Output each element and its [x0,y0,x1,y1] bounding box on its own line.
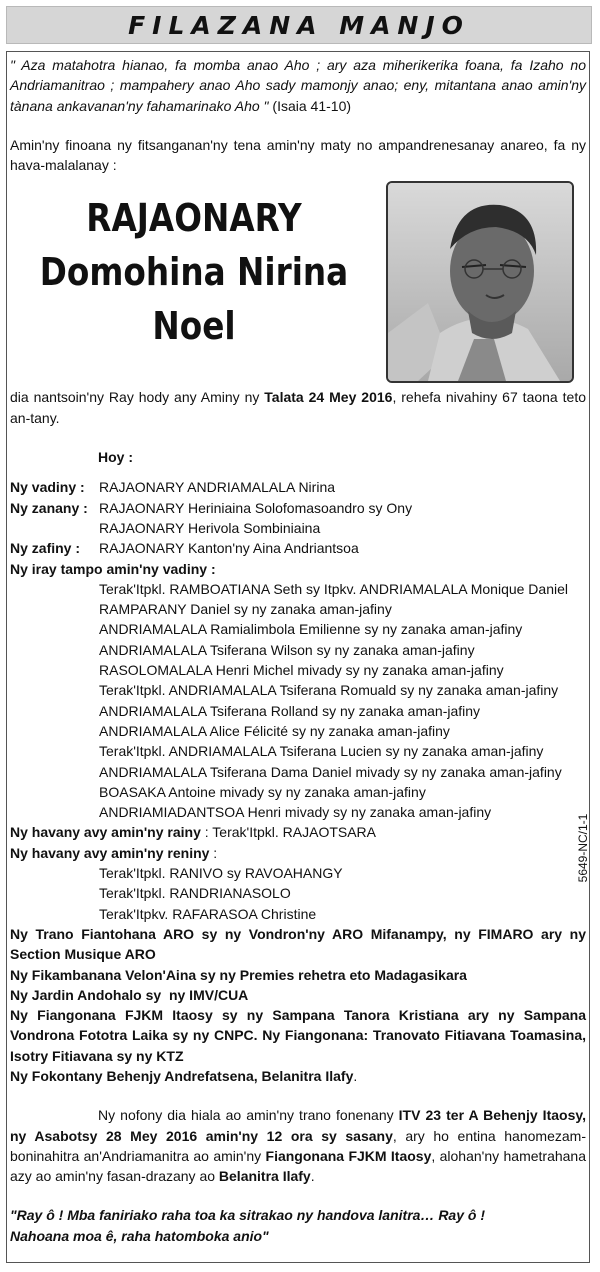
verse-text: " Aza matahotra hianao, fa momba anao Aho ; ary aza miherikerika foana, fa Izaho no Andriamanitrao ; mampahery anao Aho sady mamonjy anao; eny, mitantana anao amin'ny tànana ankavanan'ny fahamarinako Aho " [10,57,586,114]
grandchildren-label: Ny zafiny : [10,540,81,557]
organization-entry: Ny Jardin Andohalo sy ny IMV/CUA [10,986,249,1003]
deceased-name [36,191,352,353]
maternal-relatives-list [10,863,586,924]
reference-code: 5649-NC/1-1 [576,813,590,883]
deceased-surname: RAJAONARY [86,196,302,241]
maternal-relative-entry: Terak'Itpkv. RAFARASOA Christine [99,905,317,922]
grandchildren-row [10,538,586,558]
notice-header [6,6,592,44]
children-row [10,498,586,518]
child-name: RAJAONARY Herivola Sombiniaina [99,519,321,536]
fokontany-dot: . [353,1067,358,1084]
sibling-entry: ANDRIAMALALA Tsiferana Rolland sy ny zanaka aman-jafiny [99,702,481,719]
maternal-relatives-row [10,843,586,863]
sibling-entry: ANDRIAMALALA Tsiferana Wilson sy ny zanaka aman-jafiny [99,641,475,658]
notice-body [10,55,586,1246]
funeral-address-date: ITV 23 ter A Behenjy Itaosy, ny Asabotsy 28 Mey 2016 amin'ny 12 ora sy sasany [10,1107,586,1144]
closing-quote-line: "Ray ô ! Mba faniriako raha toa ka sitrakao ny handova lanitra… Ray ô ! [10,1207,485,1224]
sibling-entry: ANDRIAMALALA Tsiferana Dama Daniel mivady sy ny zanaka aman-jafiny [99,763,562,780]
deceased-block [10,175,586,387]
sibling-entry: ANDRIAMALALA Alice Félicité sy ny zanaka aman-jafiny [99,722,450,739]
spouse-label: Ny vadiny : [10,479,85,496]
intro-text: Amin'ny finoana ny fitsanganan'ny tena amin'ny maty no ampandrenesanay anareo, fa ny hava-malalanay : [10,136,586,174]
siblings-label: Ny iray tampo amin'ny vadiny : [10,560,216,577]
fokontany-text: Ny Fokontany Behenjy Andrefatsena, Belanitra Ilafy [10,1067,354,1084]
paternal-relatives-row [10,822,586,842]
children-label: Ny zanany : [10,499,88,516]
deceased-given-names: Domohina Nirina [39,250,349,295]
deceased-third-name: Noel [152,304,236,349]
child-name: RAJAONARY Heriniaina Solofomasoandro sy Ony [99,499,413,516]
sibling-entry: RAMPARANY Daniel sy ny zanaka aman-jafiny [99,601,392,618]
bible-verse [10,55,586,116]
funeral-text: , alohan'ny hametrahana azy ao amin'ny fasan-drazany ao [10,1147,586,1185]
death-date: Talata 24 Mey 2016 [264,389,393,406]
deceased-photo [386,181,574,383]
grandchild-name: RAJAONARY Kanton'ny Aina Andriantsoa [99,540,359,557]
death-suffix: , rehefa nivahiny 67 taona teto an-tany. [10,389,586,426]
sibling-entry: Terak'Itpkl. RAMBOATIANA Seth sy Itpkv. ANDRIAMALALA Monique Daniel [99,580,568,597]
funeral-text: Ny nofony dia hiala ao amin'ny trano fonenany [98,1107,399,1124]
maternal-relatives-label: Ny havany avy amin'ny reniny [10,844,210,861]
organization-entry: Ny Fikambanana Velon'Aina sy ny Premies rehetra eto Madagasikara [10,966,467,983]
paternal-relatives: : Terak'Itpkl. RAJAOTSARA [200,824,377,841]
spouse-name: RAJAONARY ANDRIAMALALA Nirina [99,479,336,496]
verse-reference: (Isaia 41-10) [272,97,352,114]
death-statement [10,387,586,428]
maternal-relative-entry: Terak'Itpkl. RANIVO sy RAVOAHANGY [99,865,343,882]
funeral-details [10,1105,586,1186]
closing-quote-line: Nahoana moa ê, raha hatomboka anio" [10,1227,269,1244]
notice-title: FILAZANA MANJO [128,10,470,40]
sibling-entry: ANDRIAMALALA Ramialimbola Emilienne sy ny zanaka aman-jafiny [99,621,523,638]
organization-entry: Ny Trano Fiantohana ARO sy ny Vondron'ny ARO Mifanampy, ny FIMARO ary ny Section Musique ARO [10,925,586,963]
maternal-relative-entry: Terak'Itpkl. RANDRIANASOLO [99,885,291,902]
siblings-list [10,579,586,823]
funeral-burial-place: Belanitra Ilafy [218,1168,311,1185]
paternal-relatives-label: Ny havany avy amin'ny rainy [10,824,201,841]
sibling-entry: RASOLOMALALA Henri Michel mivady sy ny zanaka aman-jafiny [99,662,504,679]
death-prefix: dia nantsoin'ny Ray hody any Aminy ny [10,389,265,406]
funeral-church: Fiangonana FJKM Itaosy [265,1147,432,1164]
fokontany-row [10,1066,586,1086]
sibling-entry: BOASAKA Antoine mivady sy ny zanaka aman-jafiny [99,783,426,800]
sibling-entry: ANDRIAMIADANTSOA Henri mivady sy ny zanaka aman-jafiny [99,804,492,821]
funeral-text: . [310,1168,315,1185]
sibling-entry: Terak'Itpkl. ANDRIAMALALA Tsiferana Romuald sy ny zanaka aman-jafiny [99,682,559,699]
sibling-entry: Terak'Itpkl. ANDRIAMALALA Tsiferana Lucien sy ny zanaka aman-jafiny [99,743,544,760]
hoy-label: Hoy : [98,449,133,466]
spouse-row [10,477,586,497]
organization-entry: Ny Fiangonana FJKM Itaosy sy ny Sampana Tanora Kristiana ary ny Sampana Vondrona Fototra Laika sy ny CNPC. Ny Fiangonana: Tranovato Fitiavana Toamasina, Isotry Fitiavana sy ny KTZ [10,1007,586,1064]
maternal-colon: : [209,844,218,861]
funeral-text: , ary ho entina hanomezam-boninahitra an'Andriamanitra ao amin'ny [10,1127,586,1164]
